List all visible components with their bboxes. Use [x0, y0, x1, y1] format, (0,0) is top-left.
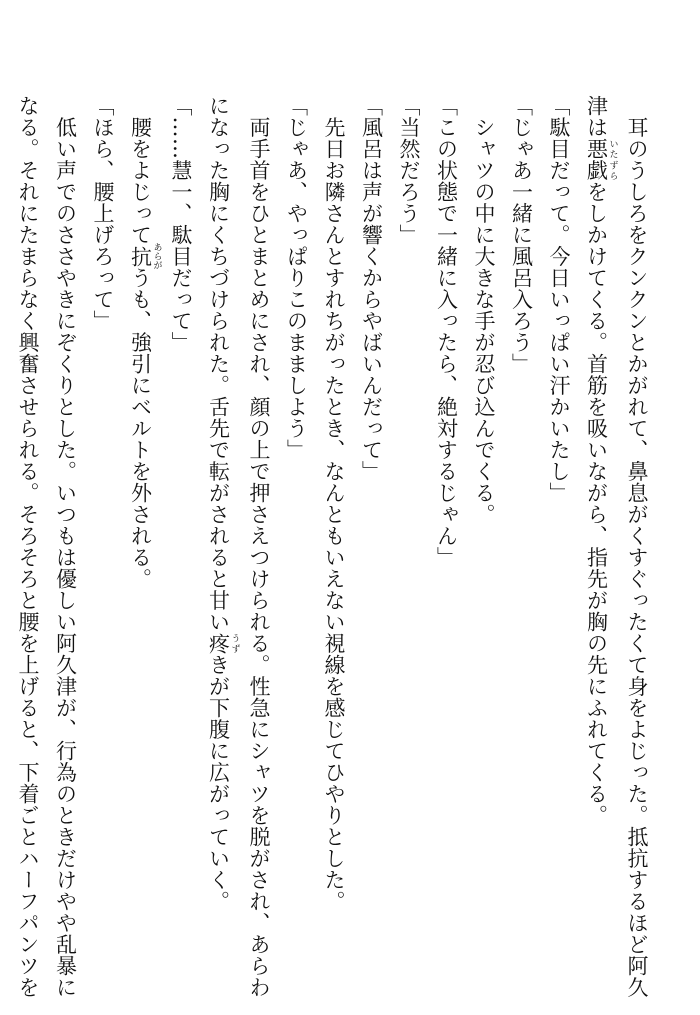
text-line-1: 耳のうしろをクンクンとかがれて、鼻息がくすぐったくて身をよじった。抵抗するほど阿久	[625, 95, 649, 998]
text-line-9: 先日お隣さんとすれちがったとき、なんともいえない視線を感じてひやりとした。	[322, 95, 346, 912]
ruby-itazura: 悪戯 いたずら	[584, 138, 618, 181]
text-line-15: 「ほら、腰上げろって」	[91, 95, 115, 332]
text-line-11: 両手首をひとまとめにされ、顔の上で押さえつけられる。性急にシャツを脱がされ、あらわ	[247, 95, 271, 998]
text-line-5: シャツの中に大きな手が忍び込んでくる。	[472, 95, 496, 525]
text-line-3: 「駄目だって。今日いっぱい汗かいたし」	[547, 95, 571, 504]
ruby-aragau: 抗 あらが	[128, 242, 162, 270]
text-line-4: 「じゃあ一緒に風呂入ろう」	[509, 95, 534, 375]
text-line-17: なる。それにたまらなく興奮させられる。そろそろと腰を上げると、下着ごとハーフパンツを	[16, 95, 40, 998]
text-line-14: 腰をよじって抗 あらがうも、強引にベルトを外される。	[128, 95, 162, 590]
text-line-16: 低い声でのささやきにぞくりとした。いつもは優しい阿久津が、行為のときだけやや乱暴に	[53, 95, 78, 998]
text-line-10: 「じゃあ、やっぱりこのまましよう」	[284, 95, 309, 461]
ruby-uzu: 疼 うず	[206, 632, 240, 654]
text-line-12: になった胸にくちづけられた。舌先で転がされると甘い疼 うずきが下腹に広がっていく。	[206, 95, 240, 912]
vertical-text-body	[16, 95, 655, 998]
text-line-13: 「……慧一、駄目だって」	[169, 95, 193, 353]
text-line-2: 津は悪戯 いたずらをしかけてくる。首筋を吸いながら、指先が胸の先にふれてくる。	[584, 95, 618, 826]
text-line-8: 「風呂は声が響くからやばいんだって」	[359, 95, 384, 482]
text-line-7: 「当然だろう」	[397, 95, 421, 246]
text-line-6: 「この状態で一緒に入ったら、絶対するじゃん」	[434, 95, 459, 568]
